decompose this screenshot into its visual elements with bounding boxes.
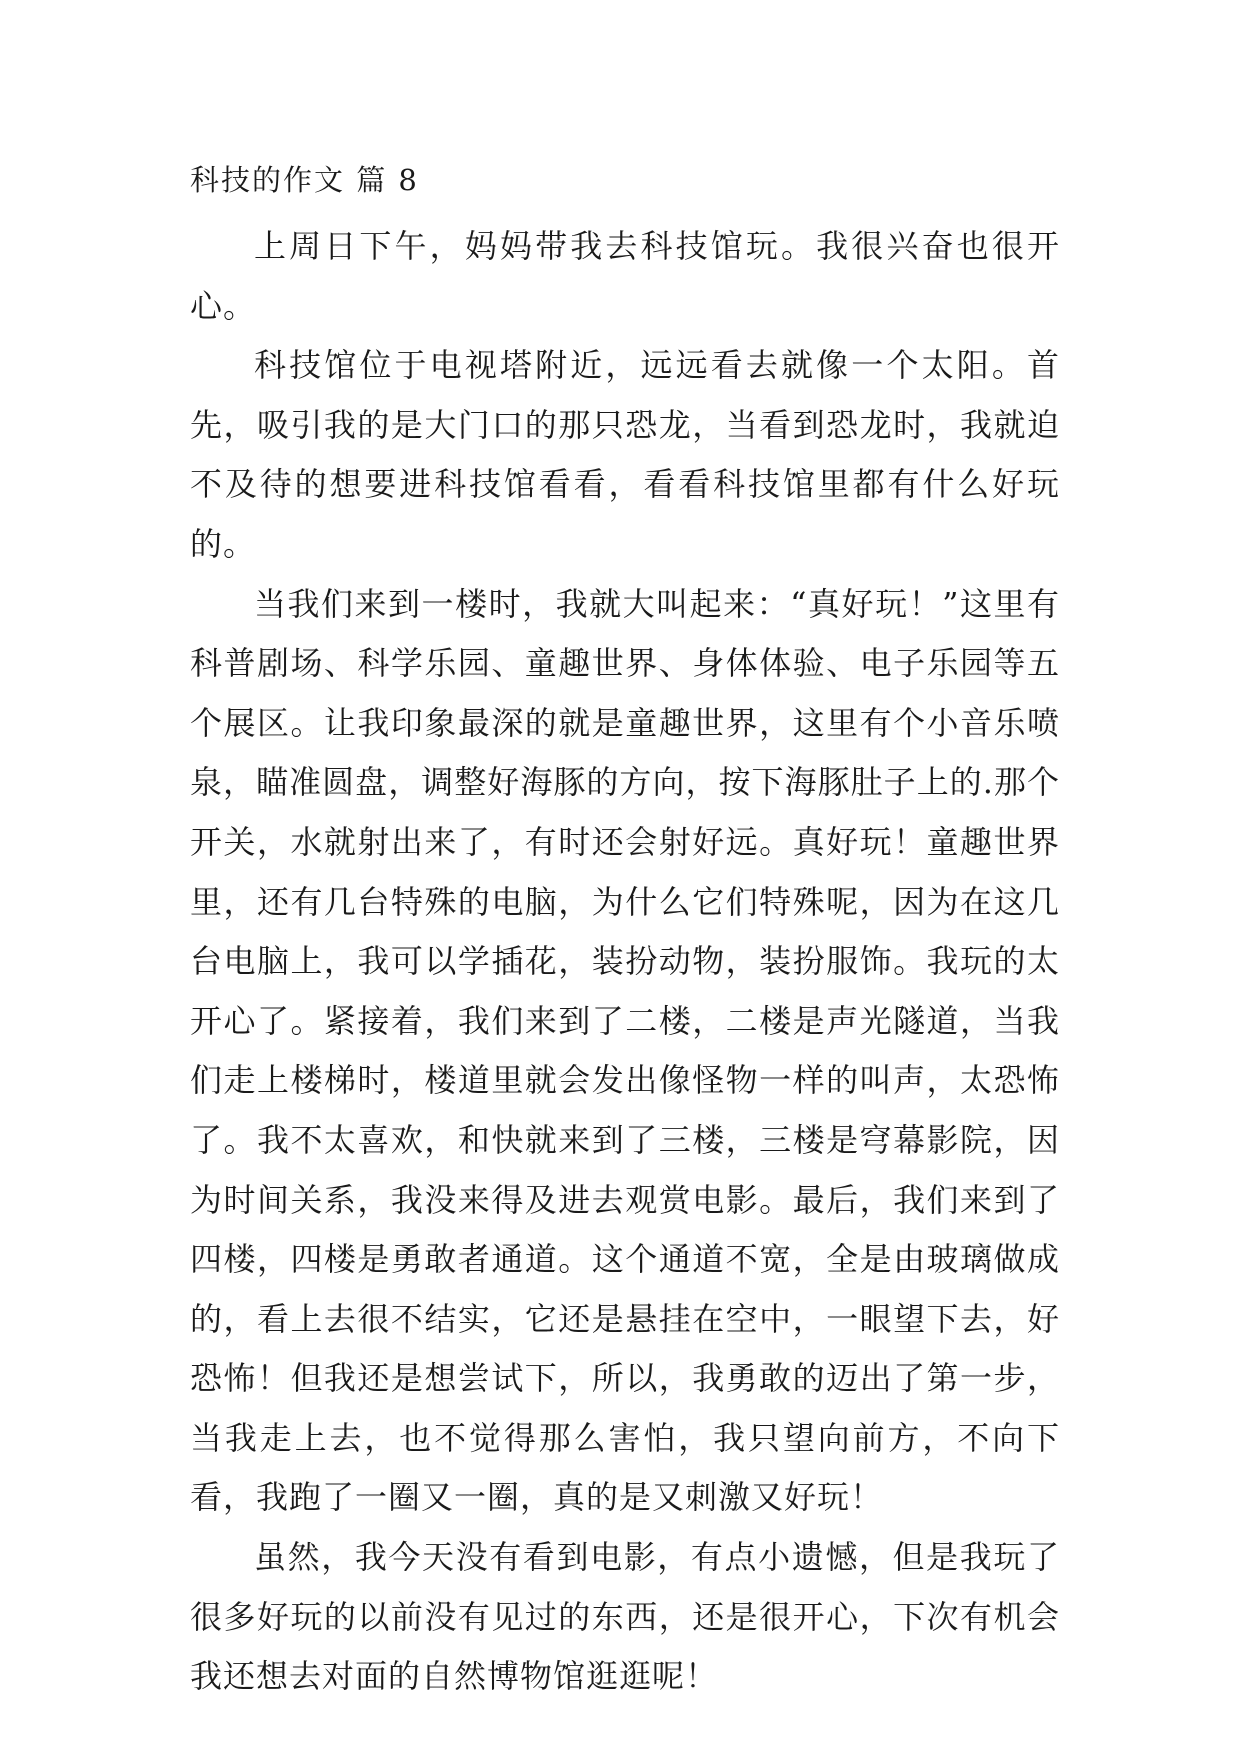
paragraph-2: 科技馆位于电视塔附近，远远看去就像一个太阳。首先，吸引我的是大门口的那只恐龙，当看到恐龙时，我就迫不及待的想要进科技馆看看，看看科技馆里都有什么好玩的。 [190,346,1060,563]
paragraph-3: 当我们来到一楼时，我就大叫起来：“真好玩！”这里有科普剧场、科学乐园、童趣世界、身体体验、电子乐园等五个展区。让我印象最深的就是童趣世界，这里有个小音乐喷泉，瞄准圆盘，调整好海豚的方向，按下海豚肚子上的.那个开关，水就射出来了，有时还会射好远。真好玩！童趣世界里，还有几台特殊的电脑，为什么它们特殊呢，因为在这几台电脑上，我可以学插花，装扮动物，装扮服饰。我玩的太开心了。紧接着，我们来到了二楼，二楼是声光隧道，当我们走上楼梯时，楼道里就会发出像怪物一样的叫声，太恐怖了。我不太喜欢，和快就来到了三楼，三楼是穹幕影院，因为时间关系，我没来得及进去观赏电影。最后，我们来到了四楼，四楼是勇敢者通道。这个通道不宽，全是由玻璃做成的，看上去很不结实，它还是悬挂在空中，一眼望下去，好恐怖！但我还是想尝试下，所以，我勇敢的迈出了第一步，当我走上去，也不觉得那么害怕，我只望向前方，不向下看，我跑了一圈又一圈，真的是又刺激又好玩！ [190,584,1060,1517]
document-title: 科技的作文 篇 8 [190,163,419,197]
document-body [190,160,1060,1707]
paragraph-4: 虽然，我今天没有看到电影，有点小遗憾，但是我玩了很多好玩的以前没有见过的东西，还是很开心，下次有机会我还想去对面的自然博物馆逛逛呢！ [190,1538,1060,1696]
paragraph-1: 上周日下午，妈妈带我去科技馆玩。我很兴奋也很开心。 [190,227,1060,325]
